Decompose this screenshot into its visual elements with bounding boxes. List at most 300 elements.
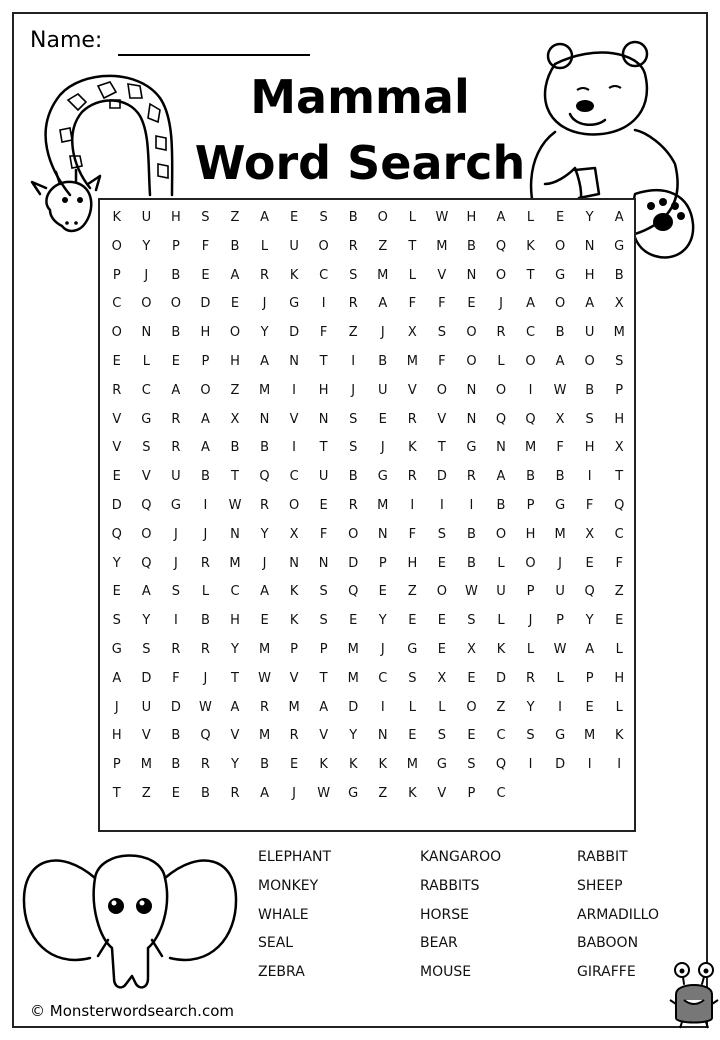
grid-letter[interactable]: P bbox=[201, 353, 210, 369]
grid-letter[interactable]: E bbox=[260, 613, 269, 629]
grid-letter[interactable]: K bbox=[614, 728, 624, 744]
grid-letter[interactable]: Q bbox=[348, 584, 359, 600]
grid-letter[interactable]: W bbox=[465, 584, 478, 600]
grid-letter[interactable]: E bbox=[585, 555, 594, 571]
grid-letter[interactable]: H bbox=[111, 728, 122, 744]
grid-letter[interactable]: M bbox=[140, 757, 152, 773]
grid-letter[interactable]: S bbox=[142, 641, 151, 657]
grid-letter[interactable]: B bbox=[200, 613, 210, 629]
grid-letter[interactable]: D bbox=[555, 757, 566, 773]
grid-letter[interactable]: W bbox=[317, 785, 331, 801]
grid-letter[interactable]: Y bbox=[585, 210, 594, 225]
grid-letter[interactable]: E bbox=[349, 613, 358, 629]
grid-letter[interactable]: Y bbox=[142, 613, 151, 629]
grid-letter[interactable]: B bbox=[230, 238, 240, 254]
grid-letter[interactable]: G bbox=[555, 728, 566, 744]
grid-letter[interactable]: A bbox=[230, 267, 240, 283]
grid-letter[interactable]: I bbox=[587, 757, 592, 773]
grid-letter[interactable]: B bbox=[260, 440, 269, 456]
grid-letter[interactable]: J bbox=[351, 382, 356, 398]
grid-letter[interactable]: C bbox=[496, 785, 506, 801]
grid-letter[interactable]: N bbox=[318, 411, 329, 427]
grid-letter[interactable]: C bbox=[319, 267, 329, 283]
grid-letter[interactable]: D bbox=[495, 670, 506, 686]
grid-letter[interactable]: S bbox=[319, 584, 328, 600]
grid-letter[interactable]: A bbox=[526, 296, 535, 312]
grid-letter[interactable]: E bbox=[171, 785, 180, 801]
grid-letter[interactable]: T bbox=[319, 440, 328, 456]
grid-letter[interactable]: X bbox=[585, 526, 595, 542]
grid-letter[interactable]: J bbox=[558, 555, 563, 571]
grid-letter[interactable]: R bbox=[260, 699, 270, 715]
grid-letter[interactable]: R bbox=[260, 497, 270, 513]
grid-letter[interactable]: G bbox=[555, 497, 566, 513]
grid-letter[interactable]: B bbox=[526, 469, 535, 485]
grid-letter[interactable]: J bbox=[173, 526, 178, 542]
grid-letter[interactable]: K bbox=[408, 440, 417, 456]
grid-letter[interactable]: N bbox=[259, 411, 270, 427]
grid-letter[interactable]: E bbox=[112, 353, 121, 369]
grid-letter[interactable]: Y bbox=[142, 238, 151, 254]
grid-letter[interactable]: F bbox=[201, 238, 210, 254]
grid-letter[interactable]: O bbox=[111, 238, 122, 254]
grid-letter[interactable]: G bbox=[377, 469, 388, 485]
grid-letter[interactable]: L bbox=[497, 613, 505, 629]
grid-letter[interactable]: S bbox=[319, 210, 328, 225]
grid-letter[interactable]: X bbox=[614, 440, 624, 456]
grid-letter[interactable]: F bbox=[438, 296, 446, 312]
grid-letter[interactable]: E bbox=[437, 641, 446, 657]
grid-letter[interactable]: K bbox=[526, 238, 535, 254]
grid-letter[interactable]: U bbox=[289, 238, 299, 254]
grid-letter[interactable]: L bbox=[408, 210, 416, 225]
grid-letter[interactable]: M bbox=[347, 641, 359, 657]
grid-letter[interactable]: Z bbox=[378, 785, 388, 801]
grid-letter[interactable]: O bbox=[466, 353, 477, 369]
grid-letter[interactable]: R bbox=[171, 440, 181, 456]
grid-letter[interactable]: P bbox=[526, 497, 535, 513]
grid-letter[interactable]: W bbox=[199, 699, 212, 715]
grid-letter[interactable]: I bbox=[292, 440, 297, 456]
grid-letter[interactable]: S bbox=[526, 728, 535, 744]
grid-letter[interactable]: J bbox=[499, 296, 503, 312]
grid-letter[interactable]: A bbox=[260, 785, 269, 801]
grid-letter[interactable]: L bbox=[408, 267, 416, 283]
grid-letter[interactable]: J bbox=[203, 526, 208, 542]
grid-letter[interactable]: O bbox=[495, 526, 507, 542]
grid-letter[interactable]: A bbox=[260, 353, 269, 369]
grid-letter[interactable]: V bbox=[319, 728, 329, 744]
grid-letter[interactable]: N bbox=[466, 382, 477, 398]
grid-letter[interactable]: E bbox=[555, 210, 565, 225]
grid-letter[interactable]: M bbox=[524, 440, 537, 456]
grid-letter[interactable]: L bbox=[497, 555, 505, 571]
grid-letter[interactable]: Z bbox=[614, 584, 624, 600]
grid-letter[interactable]: Y bbox=[260, 325, 269, 341]
grid-letter[interactable]: S bbox=[112, 613, 121, 629]
grid-letter[interactable]: R bbox=[230, 785, 240, 801]
grid-letter[interactable]: J bbox=[380, 641, 385, 657]
grid-letter[interactable]: G bbox=[614, 238, 625, 254]
grid-letter[interactable]: O bbox=[141, 526, 152, 542]
grid-letter[interactable]: V bbox=[289, 670, 299, 686]
grid-letter[interactable]: B bbox=[378, 353, 388, 369]
grid-letter[interactable]: O bbox=[288, 497, 300, 513]
grid-letter[interactable]: C bbox=[378, 670, 388, 686]
grid-letter[interactable]: R bbox=[526, 670, 536, 686]
grid-letter[interactable]: Q bbox=[495, 238, 507, 254]
grid-letter[interactable]: V bbox=[437, 267, 447, 283]
grid-letter[interactable]: J bbox=[528, 613, 533, 629]
grid-letter[interactable]: Q bbox=[259, 469, 270, 485]
grid-letter[interactable]: H bbox=[584, 440, 595, 456]
grid-letter[interactable]: K bbox=[348, 757, 358, 773]
grid-letter[interactable]: S bbox=[467, 613, 476, 629]
grid-letter[interactable]: K bbox=[112, 210, 122, 225]
grid-letter[interactable]: A bbox=[496, 469, 506, 485]
grid-letter[interactable]: O bbox=[348, 526, 359, 542]
grid-letter[interactable]: E bbox=[319, 497, 328, 513]
grid-letter[interactable]: B bbox=[555, 469, 565, 485]
grid-letter[interactable]: J bbox=[203, 670, 208, 686]
grid-letter[interactable]: R bbox=[289, 728, 299, 744]
grid-letter[interactable]: X bbox=[555, 411, 565, 427]
grid-letter[interactable]: O bbox=[525, 353, 536, 369]
grid-letter[interactable]: W bbox=[228, 497, 242, 513]
grid-letter[interactable]: D bbox=[200, 296, 211, 312]
grid-letter[interactable]: B bbox=[171, 728, 181, 744]
grid-letter[interactable]: P bbox=[112, 757, 121, 773]
grid-letter[interactable]: A bbox=[496, 210, 506, 225]
grid-letter[interactable]: Y bbox=[526, 699, 535, 715]
grid-letter[interactable]: V bbox=[407, 382, 417, 398]
grid-letter[interactable]: J bbox=[292, 785, 297, 801]
grid-letter[interactable]: R bbox=[466, 469, 476, 485]
grid-letter[interactable]: Y bbox=[378, 613, 387, 629]
grid-letter[interactable]: R bbox=[200, 641, 210, 657]
grid-letter[interactable]: H bbox=[230, 353, 240, 369]
grid-letter[interactable]: P bbox=[112, 267, 121, 283]
grid-letter[interactable]: N bbox=[466, 411, 477, 427]
grid-letter[interactable]: S bbox=[142, 440, 151, 456]
grid-letter[interactable]: A bbox=[200, 411, 210, 427]
grid-letter[interactable]: I bbox=[587, 469, 592, 485]
grid-letter[interactable]: L bbox=[615, 641, 623, 657]
grid-letter[interactable]: Q bbox=[614, 497, 625, 513]
grid-letter[interactable]: P bbox=[556, 613, 565, 629]
grid-letter[interactable]: M bbox=[613, 325, 625, 341]
grid-letter[interactable]: H bbox=[466, 210, 477, 225]
grid-letter[interactable]: A bbox=[200, 440, 210, 456]
grid-letter[interactable]: R bbox=[260, 267, 270, 283]
grid-letter[interactable]: I bbox=[410, 497, 415, 513]
grid-letter[interactable]: S bbox=[349, 267, 358, 283]
grid-letter[interactable]: O bbox=[584, 353, 595, 369]
grid-letter[interactable]: I bbox=[351, 353, 356, 369]
grid-letter[interactable]: R bbox=[171, 411, 181, 427]
grid-letter[interactable]: O bbox=[495, 382, 507, 398]
grid-letter[interactable]: S bbox=[437, 728, 447, 744]
grid-letter[interactable]: L bbox=[201, 584, 210, 600]
grid-letter[interactable]: J bbox=[262, 555, 267, 571]
grid-letter[interactable]: Z bbox=[230, 210, 240, 225]
grid-letter[interactable]: B bbox=[260, 757, 269, 773]
grid-letter[interactable]: G bbox=[466, 440, 477, 456]
grid-letter[interactable]: X bbox=[614, 296, 624, 312]
grid-letter[interactable]: S bbox=[408, 670, 417, 686]
grid-letter[interactable]: S bbox=[319, 613, 328, 629]
grid-letter[interactable]: X bbox=[466, 641, 476, 657]
grid-letter[interactable]: H bbox=[525, 526, 536, 542]
grid-letter[interactable]: L bbox=[615, 699, 623, 715]
grid-letter[interactable]: F bbox=[319, 325, 328, 341]
grid-letter[interactable]: M bbox=[406, 353, 418, 369]
grid-letter[interactable]: G bbox=[141, 411, 152, 427]
grid-letter[interactable]: B bbox=[200, 469, 210, 485]
grid-letter[interactable]: N bbox=[584, 238, 595, 254]
grid-letter[interactable]: K bbox=[378, 757, 388, 773]
grid-letter[interactable]: K bbox=[289, 267, 299, 283]
grid-letter[interactable]: T bbox=[408, 238, 417, 254]
grid-letter[interactable]: I bbox=[292, 382, 297, 398]
grid-letter[interactable]: I bbox=[173, 613, 178, 629]
grid-letter[interactable]: C bbox=[289, 469, 299, 485]
grid-letter[interactable]: E bbox=[378, 584, 387, 600]
grid-letter[interactable]: E bbox=[437, 555, 446, 571]
grid-letter[interactable]: E bbox=[112, 469, 121, 485]
grid-letter[interactable]: M bbox=[554, 526, 566, 542]
grid-letter[interactable]: E bbox=[467, 296, 476, 312]
grid-letter[interactable]: S bbox=[349, 440, 358, 456]
grid-letter[interactable]: E bbox=[289, 210, 299, 225]
grid-letter[interactable]: E bbox=[230, 296, 240, 312]
grid-letter[interactable]: A bbox=[260, 210, 269, 225]
grid-letter[interactable]: H bbox=[230, 613, 240, 629]
grid-letter[interactable]: P bbox=[319, 641, 328, 657]
grid-letter[interactable]: T bbox=[319, 353, 328, 369]
grid-letter[interactable]: H bbox=[170, 210, 181, 225]
grid-letter[interactable]: V bbox=[112, 440, 122, 456]
grid-letter[interactable]: K bbox=[289, 613, 299, 629]
grid-letter[interactable]: R bbox=[348, 238, 358, 254]
grid-letter[interactable]: S bbox=[201, 210, 210, 225]
grid-letter[interactable]: D bbox=[348, 555, 359, 571]
grid-letter[interactable]: O bbox=[436, 584, 447, 600]
grid-letter[interactable]: N bbox=[377, 728, 388, 744]
grid-letter[interactable]: O bbox=[554, 238, 566, 254]
grid-letter[interactable]: K bbox=[408, 785, 417, 801]
grid-letter[interactable]: J bbox=[380, 325, 385, 341]
grid-letter[interactable]: G bbox=[436, 757, 447, 773]
grid-letter[interactable]: R bbox=[348, 497, 358, 513]
grid-letter[interactable]: L bbox=[260, 238, 269, 254]
grid-letter[interactable]: F bbox=[408, 296, 417, 312]
grid-letter[interactable]: F bbox=[615, 555, 623, 571]
grid-letter[interactable]: D bbox=[436, 469, 447, 485]
grid-letter[interactable]: U bbox=[171, 469, 181, 485]
grid-letter[interactable]: S bbox=[171, 584, 181, 600]
grid-letter[interactable]: W bbox=[553, 641, 567, 657]
grid-letter[interactable]: E bbox=[201, 267, 210, 283]
grid-letter[interactable]: M bbox=[584, 728, 596, 744]
grid-letter[interactable]: I bbox=[617, 757, 622, 773]
grid-letter[interactable]: U bbox=[318, 469, 329, 485]
grid-letter[interactable]: E bbox=[408, 728, 417, 744]
grid-letter[interactable]: A bbox=[141, 584, 151, 600]
grid-letter[interactable]: H bbox=[318, 382, 329, 398]
grid-letter[interactable]: N bbox=[289, 353, 299, 369]
grid-letter[interactable]: A bbox=[319, 699, 329, 715]
grid-letter[interactable]: J bbox=[173, 555, 178, 571]
grid-letter[interactable]: Z bbox=[141, 785, 151, 801]
grid-letter[interactable]: O bbox=[525, 555, 536, 571]
grid-letter[interactable]: F bbox=[408, 526, 417, 542]
grid-letter[interactable]: O bbox=[229, 325, 241, 341]
grid-letter[interactable]: P bbox=[467, 785, 476, 801]
grid-letter[interactable]: F bbox=[556, 440, 564, 456]
grid-letter[interactable]: C bbox=[141, 382, 151, 398]
grid-letter[interactable]: O bbox=[170, 296, 181, 312]
grid-letter[interactable]: M bbox=[436, 238, 448, 254]
grid-letter[interactable]: J bbox=[144, 267, 149, 283]
grid-letter[interactable]: B bbox=[348, 469, 358, 485]
grid-letter[interactable]: T bbox=[526, 267, 535, 283]
grid-letter[interactable]: W bbox=[258, 670, 271, 686]
grid-letter[interactable]: E bbox=[615, 613, 624, 629]
grid-letter[interactable]: H bbox=[614, 670, 625, 686]
grid-letter[interactable]: C bbox=[496, 728, 506, 744]
grid-letter[interactable]: G bbox=[407, 641, 418, 657]
grid-letter[interactable]: L bbox=[438, 699, 446, 715]
grid-letter[interactable]: S bbox=[467, 757, 476, 773]
grid-letter[interactable]: U bbox=[378, 382, 388, 398]
grid-letter[interactable]: I bbox=[528, 757, 533, 773]
grid-letter[interactable]: T bbox=[319, 670, 328, 686]
grid-letter[interactable]: S bbox=[615, 353, 624, 369]
grid-letter[interactable]: E bbox=[467, 728, 476, 744]
grid-letter[interactable]: R bbox=[348, 296, 358, 312]
grid-letter[interactable]: B bbox=[200, 785, 210, 801]
grid-letter[interactable]: O bbox=[200, 382, 211, 398]
grid-letter[interactable]: A bbox=[230, 699, 240, 715]
grid-letter[interactable]: B bbox=[171, 267, 181, 283]
grid-letter[interactable]: T bbox=[437, 440, 446, 456]
grid-letter[interactable]: H bbox=[200, 325, 211, 341]
grid-letter[interactable]: M bbox=[258, 728, 271, 744]
grid-letter[interactable]: B bbox=[466, 526, 476, 542]
grid-letter[interactable]: R bbox=[407, 469, 417, 485]
grid-letter[interactable]: N bbox=[377, 526, 388, 542]
grid-letter[interactable]: B bbox=[614, 267, 624, 283]
grid-letter[interactable]: L bbox=[526, 210, 535, 225]
grid-letter[interactable]: T bbox=[112, 785, 121, 801]
grid-letter[interactable]: U bbox=[496, 584, 506, 600]
grid-letter[interactable]: Y bbox=[349, 728, 358, 744]
grid-letter[interactable]: C bbox=[526, 325, 536, 341]
grid-letter[interactable]: O bbox=[554, 296, 566, 312]
grid-letter[interactable]: D bbox=[348, 699, 359, 715]
grid-letter[interactable]: E bbox=[408, 613, 417, 629]
grid-letter[interactable]: A bbox=[614, 210, 624, 225]
grid-letter[interactable]: O bbox=[111, 325, 122, 341]
grid-letter[interactable]: X bbox=[407, 325, 417, 341]
grid-letter[interactable]: Q bbox=[111, 526, 122, 542]
grid-letter[interactable]: M bbox=[258, 641, 271, 657]
grid-letter[interactable]: Q bbox=[495, 411, 507, 427]
grid-letter[interactable]: U bbox=[141, 210, 152, 225]
grid-letter[interactable]: L bbox=[497, 353, 505, 369]
grid-letter[interactable]: E bbox=[289, 757, 299, 773]
grid-letter[interactable]: R bbox=[200, 555, 210, 571]
grid-letter[interactable]: A bbox=[585, 296, 595, 312]
grid-letter[interactable]: P bbox=[171, 238, 180, 254]
grid-letter[interactable]: T bbox=[231, 670, 239, 686]
grid-letter[interactable]: F bbox=[585, 497, 594, 513]
grid-letter[interactable]: A bbox=[171, 382, 181, 398]
grid-letter[interactable]: B bbox=[171, 325, 181, 341]
grid-letter[interactable]: E bbox=[437, 613, 446, 629]
grid-letter[interactable]: Z bbox=[407, 584, 417, 600]
grid-letter[interactable]: O bbox=[495, 267, 507, 283]
grid-letter[interactable]: M bbox=[347, 670, 359, 686]
grid-letter[interactable]: Z bbox=[378, 238, 388, 254]
grid-letter[interactable]: G bbox=[289, 296, 300, 312]
grid-letter[interactable]: Y bbox=[585, 613, 594, 629]
grid-letter[interactable]: Z bbox=[348, 325, 358, 341]
grid-letter[interactable]: N bbox=[496, 440, 506, 456]
grid-letter[interactable]: M bbox=[229, 555, 241, 571]
grid-letter[interactable]: G bbox=[170, 497, 181, 513]
grid-letter[interactable]: N bbox=[141, 325, 152, 341]
grid-letter[interactable]: V bbox=[141, 469, 151, 485]
grid-letter[interactable]: R bbox=[407, 411, 417, 427]
grid-letter[interactable]: Q bbox=[495, 757, 507, 773]
grid-letter[interactable]: S bbox=[585, 411, 594, 427]
grid-letter[interactable]: F bbox=[319, 526, 328, 542]
grid-letter[interactable]: N bbox=[289, 555, 299, 571]
grid-letter[interactable]: V bbox=[141, 728, 151, 744]
grid-letter[interactable]: M bbox=[406, 757, 418, 773]
grid-letter[interactable]: C bbox=[614, 526, 624, 542]
grid-letter[interactable]: P bbox=[526, 584, 535, 600]
grid-letter[interactable]: D bbox=[111, 497, 122, 513]
grid-letter[interactable]: Q bbox=[200, 728, 211, 744]
grid-letter[interactable]: F bbox=[172, 670, 180, 686]
grid-letter[interactable]: S bbox=[437, 325, 447, 341]
grid-letter[interactable]: G bbox=[555, 267, 566, 283]
grid-letter[interactable]: C bbox=[230, 584, 240, 600]
grid-letter[interactable]: I bbox=[380, 699, 385, 715]
grid-letter[interactable]: E bbox=[585, 699, 594, 715]
grid-letter[interactable]: O bbox=[466, 325, 477, 341]
grid-letter[interactable]: O bbox=[377, 210, 388, 225]
grid-letter[interactable]: B bbox=[171, 757, 181, 773]
grid-letter[interactable]: Y bbox=[112, 555, 121, 571]
grid-letter[interactable]: J bbox=[262, 296, 267, 312]
grid-letter[interactable]: P bbox=[615, 382, 624, 398]
grid-letter[interactable]: J bbox=[380, 440, 385, 456]
grid-letter[interactable]: T bbox=[231, 469, 239, 485]
grid-letter[interactable]: C bbox=[112, 296, 122, 312]
grid-letter[interactable]: Y bbox=[260, 526, 269, 542]
grid-letter[interactable]: Y bbox=[231, 641, 239, 657]
grid-letter[interactable]: K bbox=[496, 641, 506, 657]
grid-letter[interactable]: E bbox=[112, 584, 121, 600]
grid-letter[interactable]: Q bbox=[141, 497, 152, 513]
grid-letter[interactable]: K bbox=[319, 757, 328, 773]
grid-letter[interactable]: Z bbox=[496, 699, 506, 715]
grid-letter[interactable]: A bbox=[555, 353, 565, 369]
